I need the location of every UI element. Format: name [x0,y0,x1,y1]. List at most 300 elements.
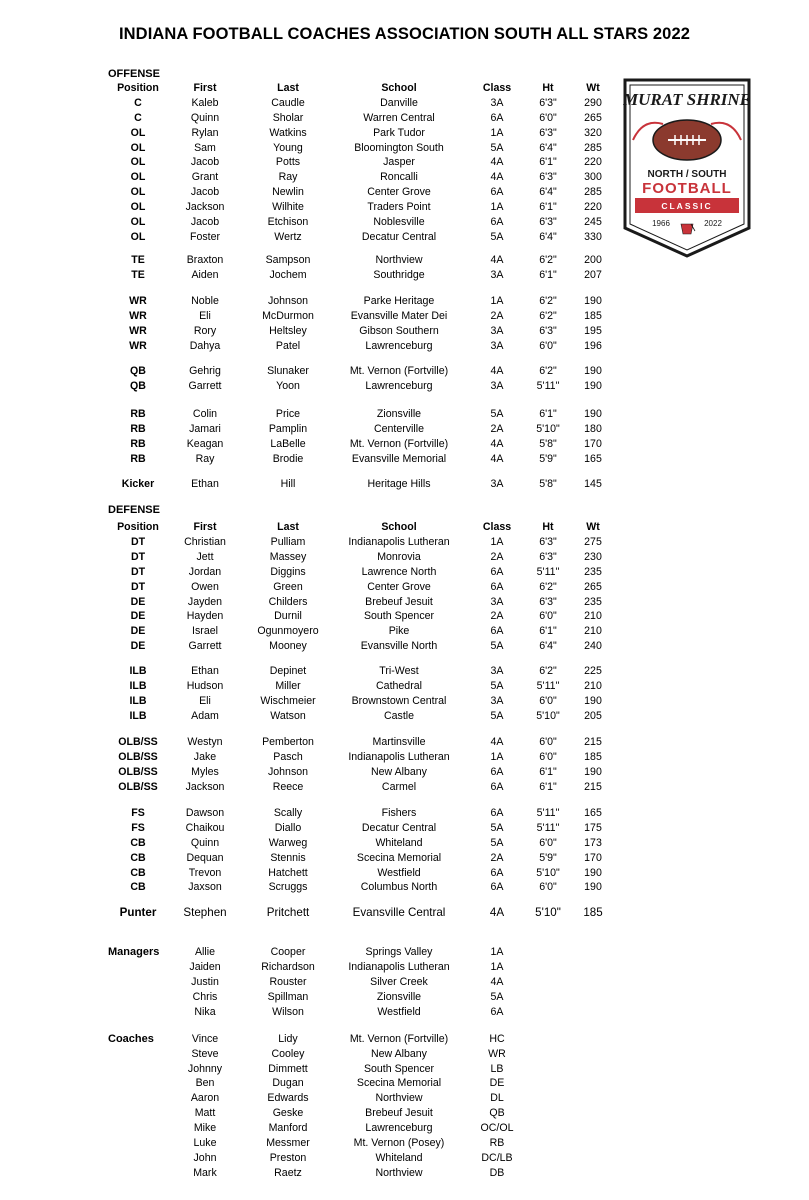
cell-first: Jacob [190,216,220,228]
cell-school: Columbus North [360,881,438,893]
cell-position: QB [130,365,146,377]
cell-first: Eli [199,695,211,707]
cell-position: OLB/SS [118,781,158,793]
cell-weight: 145 [584,478,602,490]
cell-first: Luke [193,1137,217,1149]
cell-school: Martinsville [372,736,426,748]
cell-height: 6'1" [539,781,557,793]
cell-school: Scecina Memorial [356,1077,442,1089]
cell-school: Northview [375,254,423,266]
cell-weight: 190 [584,380,602,392]
cell-position: ILB [129,695,147,707]
cell-school: Traders Point [367,201,431,213]
cell-class: 4A [490,171,504,183]
cell-weight: 210 [584,610,602,622]
table-row [0,550,700,565]
cell-class: 1A [490,127,504,139]
cell-first: Hayden [186,610,224,622]
cell-weight: 230 [584,551,602,563]
cell-weight: 195 [584,325,602,337]
cell-first: Christian [184,536,226,548]
list-item [0,1166,700,1181]
cell-first: Garrett [188,640,222,652]
cell-class: 5A [490,408,504,420]
cell-height: 6'2" [539,295,557,307]
cell-class: 4A [490,438,504,450]
cell-school: Center Grove [367,186,431,198]
cell-last: Sholar [272,112,304,124]
cell-first: Jaxson [188,881,222,893]
cell-school: Center Grove [367,581,431,593]
cell-class: 6A [490,766,504,778]
cell-last: Wilson [272,1006,304,1018]
cell-last: LaBelle [270,438,306,450]
cell-first: Ethan [191,665,219,677]
cell-first: First [193,521,217,533]
cell-last: Johnson [267,766,309,778]
cell-first: Adam [191,710,219,722]
cell-position: DT [130,566,146,578]
table-row [0,215,700,230]
cell-position: OL [130,171,146,183]
cell-height: 6'3" [539,127,557,139]
cell-school: Northview [375,1092,423,1104]
list-item [0,1106,700,1121]
cell-first: Mark [193,1167,217,1179]
cell-school: Mt. Vernon (Fortville) [349,438,449,450]
cell-school: Northview [375,1167,423,1179]
table-row [0,364,700,379]
cell-last: Lidy [278,1033,298,1045]
cell-position: OL [130,201,146,213]
cell-last: Childers [268,596,308,608]
cell-first: Trevon [188,867,222,879]
cell-last: Etchison [267,216,309,228]
cell-position: WR [129,325,147,337]
cell-weight: 190 [584,365,602,377]
cell-weight: 210 [584,680,602,692]
cell-school: Mt. Vernon (Fortville) [349,1033,449,1045]
cell-first: Eli [199,310,211,322]
cell-first: Dahya [189,340,221,352]
cell-last: Diallo [274,822,302,834]
cell-weight: 215 [584,781,602,793]
table-row [0,155,700,170]
cell-school: New Albany [371,1048,427,1060]
table-row [0,880,700,895]
cell-first: Jackson [185,201,225,213]
cell-height: 5'10" [535,906,561,919]
cell-class: 1A [490,751,504,763]
table-row [0,806,700,821]
cell-last: Preston [269,1152,307,1164]
cell-school: Indianapolis Lutheran [348,751,450,763]
table-row [0,437,700,452]
cell-first: Dequan [186,852,224,864]
cell-last: Pamplin [268,423,308,435]
cell-weight: 190 [584,766,602,778]
coaches-heading: Coaches [108,1033,154,1045]
cell-first: Ray [195,453,215,465]
cell-class: WR [488,1048,506,1060]
logo-line1: MURAT SHRINE [623,90,751,109]
cell-last: Ray [278,171,298,183]
cell-class: QB [489,1107,505,1119]
cell-last: Edwards [267,1092,309,1104]
cell-school: Lawrenceburg [365,1122,433,1134]
cell-school: Danville [380,97,418,109]
cell-class: 4A [490,156,504,168]
offense-heading: OFFENSE [108,68,160,80]
cell-school: Whiteland [375,1152,423,1164]
cell-school: New Albany [371,766,427,778]
cell-weight: 185 [583,906,603,919]
cell-position: TE [131,269,145,281]
logo-line4: CLASSIC [661,201,713,211]
cell-school: Scecina Memorial [356,852,442,864]
cell-last: Diggins [270,566,306,578]
table-row [0,422,700,437]
cell-first: Jacob [190,156,220,168]
cell-school: Decatur Central [361,822,437,834]
cell-first: Johnny [187,1063,223,1075]
cell-height: 6'1" [539,156,557,168]
cell-first: Hudson [186,680,224,692]
list-item [0,1121,700,1136]
list-item [0,1091,700,1106]
cell-first: Jayden [187,596,223,608]
cell-school: Indianapolis Lutheran [348,536,450,548]
cell-weight: 170 [584,852,602,864]
cell-first: Garrett [188,380,222,392]
cell-school: Silver Creek [370,976,428,988]
cell-position: CB [130,867,146,879]
managers-heading: Managers [108,946,160,958]
table-row [0,268,700,283]
cell-school: Warren Central [363,112,435,124]
table-row [0,200,700,215]
logo-line2: NORTH / SOUTH [647,169,727,180]
cell-school: Centerville [373,423,425,435]
cell-last: Spillman [267,991,309,1003]
cell-last: Brodie [272,453,304,465]
cell-class: 4A [489,906,505,919]
cell-height: 6'0" [539,751,557,763]
cell-class: 6A [490,881,504,893]
cell-school: Tri-West [379,665,419,677]
cell-class: RB [489,1137,505,1149]
cell-class: 5A [490,142,504,154]
cell-school: Park Tudor [373,127,425,139]
cell-position: C [134,112,142,124]
cell-first: Foster [189,231,221,243]
cell-class: 1A [490,536,504,548]
cell-first: Aiden [191,269,219,281]
cell-school: School [381,521,417,533]
cell-weight: 200 [584,254,602,266]
cell-weight: 225 [584,665,602,677]
table-row [0,780,700,795]
cell-height: 6'3" [539,97,557,109]
cell-position: DE [130,640,146,652]
cell-position: OL [130,216,146,228]
cell-school: Mt. Vernon (Fortville) [349,365,449,377]
cell-school: Pike [388,625,410,637]
cell-height: 6'4" [539,186,557,198]
cell-school: Brownstown Central [351,695,447,707]
cell-weight: 235 [584,566,602,578]
list-item [0,990,700,1005]
cell-height: 5'8" [539,438,557,450]
cell-class: 5A [490,991,504,1003]
cell-first: Jacob [190,186,220,198]
cell-last: Watson [270,710,306,722]
cell-first: Jaiden [189,961,221,973]
cell-position: DE [130,610,146,622]
cell-last: Caudle [271,97,305,109]
cell-school: Evansville North [360,640,438,652]
cell-last: Ogunmoyero [257,625,319,637]
cell-class: 3A [490,269,504,281]
cell-class: 6A [490,781,504,793]
cell-weight: 215 [584,736,602,748]
table-row [0,141,700,156]
cell-height: 5'9" [539,852,557,864]
cell-position: DT [130,536,146,548]
cell-last: Last [277,82,299,94]
cell-class: 5A [490,640,504,652]
cell-height: 6'1" [539,766,557,778]
cell-last: Pasch [273,751,303,763]
cell-school: Zionsville [376,991,422,1003]
cell-class: 6A [490,1006,504,1018]
table-row [0,535,700,550]
cell-class: 3A [490,665,504,677]
cell-weight: 285 [584,142,602,154]
cell-weight: 175 [584,822,602,834]
cell-class: DB [489,1167,505,1179]
cell-class: 5A [490,680,504,692]
cell-height: 6'3" [539,536,557,548]
cell-weight: 190 [584,295,602,307]
cell-weight: 185 [584,310,602,322]
cell-class: 6A [490,625,504,637]
cell-class: 4A [490,736,504,748]
cell-school: Springs Valley [365,946,433,958]
cell-first: Grant [191,171,219,183]
cell-class: 2A [490,852,504,864]
cell-position: OL [130,186,146,198]
cell-first: Mike [193,1122,217,1134]
cell-last: Richardson [261,961,315,973]
cell-height: 6'0" [539,881,557,893]
cell-weight: 240 [584,640,602,652]
list-item [0,960,700,975]
cell-height: 5'11" [536,807,560,819]
cell-school: Evansville Central [352,906,446,919]
table-row [0,230,700,245]
cell-position: WR [129,310,147,322]
cell-position: FS [131,822,145,834]
cell-class: 3A [490,478,504,490]
list-item [0,1136,700,1151]
cell-school: Southridge [373,269,425,281]
cell-last: Manford [268,1122,308,1134]
cell-last: Rouster [269,976,307,988]
table-row [0,185,700,200]
cell-class: 6A [490,186,504,198]
list-item [0,975,700,990]
cell-position: WR [129,340,147,352]
cell-height: 6'3" [539,551,557,563]
cell-height: 6'0" [539,837,557,849]
cell-first: Israel [192,625,218,637]
cell-position: RB [130,408,146,420]
cell-last: Dugan [272,1077,304,1089]
cell-school: Brebeuf Jesuit [365,1107,433,1119]
cell-first: John [193,1152,217,1164]
cell-class: 6A [490,112,504,124]
cell-last: Sampson [265,254,311,266]
cell-class: 1A [490,201,504,213]
list-item [0,945,700,960]
cell-class: 4A [490,365,504,377]
cell-first: Myles [191,766,219,778]
cell-class: Class [482,82,512,94]
cell-first: Gehrig [189,365,221,377]
cell-school: Lawrence North [361,566,437,578]
cell-class: 3A [490,340,504,352]
list-item [0,1151,700,1166]
cell-last: Hatchett [268,867,308,879]
table-row [0,851,700,866]
cell-first: Kaleb [191,97,219,109]
cell-first: Quinn [190,112,220,124]
cell-last: Messmer [266,1137,310,1149]
table-row [0,709,700,724]
cell-school: Westfield [377,1006,421,1018]
cell-class: 1A [490,961,504,973]
cell-height: 6'4" [539,142,557,154]
cell-last: Last [277,521,299,533]
cell-last: Pulliam [270,536,306,548]
cell-position: ILB [129,665,147,677]
table-row [0,379,700,394]
cell-position: Position [117,82,159,94]
cell-first: Stephen [183,906,227,919]
cell-school: Whiteland [375,837,423,849]
cell-height: 6'1" [539,408,557,420]
cell-first: Sam [194,142,216,154]
cell-class: 5A [490,710,504,722]
cell-position: C [134,97,142,109]
cell-weight: 220 [584,156,602,168]
cell-first: Rory [193,325,217,337]
table-row [0,735,700,750]
cell-school: School [381,82,417,94]
cell-first: Allie [194,946,216,958]
cell-height: 6'1" [539,201,557,213]
cell-position: Kicker [121,478,155,490]
cell-last: Reece [272,781,304,793]
cell-first: Rylan [191,127,219,139]
cell-first: Quinn [190,837,220,849]
cell-school: Indianapolis Lutheran [348,961,450,973]
cell-last: Raetz [274,1167,302,1179]
table-row [0,96,700,111]
logo-year-start: 1966 [652,219,670,228]
cell-weight: 320 [584,127,602,139]
cell-weight: 235 [584,596,602,608]
cell-first: Jamari [189,423,221,435]
fez-icon [681,224,693,234]
cell-weight: 205 [584,710,602,722]
table-row [0,309,700,324]
table-row [0,339,700,354]
cell-weight: 290 [584,97,602,109]
cell-first: Ben [195,1077,215,1089]
cell-position: CB [130,852,146,864]
page-title: INDIANA FOOTBALL COACHES ASSOCIATION SOUTH ALL STARS 2022 [118,25,691,43]
cell-weight: 265 [584,581,602,593]
cell-school: Lawrenceburg [365,340,433,352]
cell-height: 5'11" [536,822,560,834]
cell-school: Cathedral [376,680,422,692]
table-row [0,324,700,339]
cell-weight: 185 [584,751,602,763]
cell-position: DE [130,625,146,637]
list-item [0,1062,700,1077]
cell-class: 6A [490,216,504,228]
cell-class: DL [490,1092,504,1104]
cell-height: 6'0" [539,112,557,124]
cell-height: 6'0" [539,610,557,622]
cell-weight: 165 [584,453,602,465]
cell-school: Zionsville [376,408,422,420]
cell-first: Jackson [185,781,225,793]
cell-last: Mooney [269,640,307,652]
cell-height: 6'3" [539,325,557,337]
cell-last: Geske [272,1107,304,1119]
cell-height: 6'4" [539,640,557,652]
cell-height: 5'11" [536,380,560,392]
logo-year-end: 2022 [704,219,722,228]
cell-last: Pemberton [262,736,314,748]
cell-first: Justin [191,976,219,988]
cell-first: Owen [191,581,219,593]
cell-position: Position [117,521,159,533]
table-row [0,750,700,765]
cell-first: Matt [194,1107,216,1119]
cell-class: 3A [490,695,504,707]
cell-class: 3A [490,380,504,392]
cell-position: OL [130,127,146,139]
cell-last: Patel [275,340,301,352]
cell-class: 6A [490,867,504,879]
cell-last: Cooley [271,1048,305,1060]
cell-height: 5'11" [536,566,560,578]
defense-heading: DEFENSE [108,504,160,516]
table-row [0,253,700,268]
cell-school: Bloomington South [354,142,444,154]
cell-class: 2A [490,551,504,563]
cell-class: DE [489,1077,505,1089]
cell-weight: 180 [584,423,602,435]
cell-position: TE [131,254,145,266]
cell-class: 6A [490,807,504,819]
cell-school: Castle [383,710,415,722]
cell-weight: 220 [584,201,602,213]
